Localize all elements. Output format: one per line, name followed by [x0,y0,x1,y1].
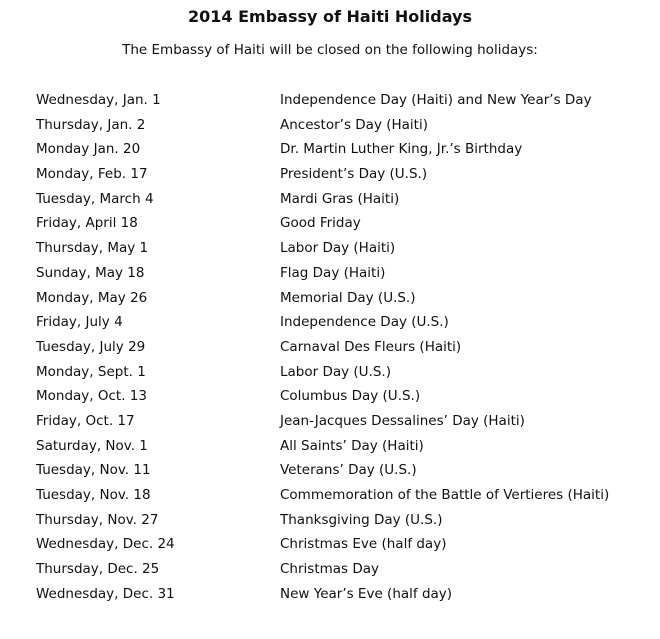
holiday-name: Dr. Martin Luther King, Jr.’s Birthday [280,141,523,158]
holiday-name: New Year’s Eve (half day) [280,585,453,602]
holiday-date: Saturday, Nov. 1 [36,437,148,454]
holiday-date: Monday, May 26 [36,289,148,306]
holiday-name: Christmas Eve (half day) [280,536,447,553]
holiday-row [36,189,636,214]
holiday-row [36,139,636,164]
holiday-row [36,362,636,387]
holiday-date: Friday, April 18 [36,215,138,232]
holiday-date: Tuesday, Nov. 18 [36,487,151,503]
holiday-row [36,213,636,238]
holiday-name: All Saints’ Day (Haiti) [280,437,424,454]
holiday-date: Tuesday, July 29 [36,338,146,355]
page-title: 2014 Embassy of Haiti Holidays [188,7,472,26]
holiday-name: Ancestor’s Day (Haiti) [280,116,428,133]
holiday-name: Columbus Day (U.S.) [280,388,421,405]
holiday-row [36,312,636,337]
holiday-date: Wednesday, Jan. 1 [36,92,161,108]
holiday-name: Christmas Day [280,561,380,578]
holiday-row [36,485,636,510]
holiday-date: Thursday, May 1 [36,240,149,257]
holiday-name: President’s Day (U.S.) [280,166,428,183]
holiday-list [36,90,636,608]
holiday-name: Good Friday [280,215,361,232]
holiday-name: Veterans’ Day (U.S.) [280,462,417,479]
holiday-row [36,436,636,461]
holiday-row [36,510,636,535]
holiday-row [36,115,636,140]
holiday-name: Labor Day (Haiti) [280,240,396,257]
holiday-date: Tuesday, Nov. 11 [36,462,151,479]
holiday-name: Thanksgiving Day (U.S.) [280,511,443,528]
holiday-name: Independence Day (Haiti) and New Year’s Day [280,92,592,108]
holiday-name: Commemoration of the Battle of Vertieres (Haiti) [280,487,610,503]
holiday-date: Wednesday, Dec. 31 [36,585,175,602]
holiday-row [36,584,636,609]
holiday-date: Friday, July 4 [36,314,123,331]
holiday-name: Carnaval Des Fleurs (Haiti) [280,338,462,355]
holiday-row [36,411,636,436]
holiday-row [36,386,636,411]
holiday-row [36,238,636,263]
holiday-date: Thursday, Jan. 2 [36,116,146,133]
holiday-date: Monday Jan. 20 [36,141,141,158]
holiday-row [36,337,636,362]
holiday-row [36,534,636,559]
holiday-row [36,164,636,189]
holiday-date: Wednesday, Dec. 24 [36,536,175,553]
holiday-row [36,263,636,288]
holiday-date: Thursday, Nov. 27 [36,511,159,528]
holiday-name: Memorial Day (U.S.) [280,289,416,306]
holiday-row [36,288,636,313]
holiday-date: Thursday, Dec. 25 [36,561,160,578]
holiday-row [36,460,636,485]
holiday-date: Friday, Oct. 17 [36,412,135,429]
holiday-name: Jean-Jacques Dessalines’ Day (Haiti) [280,412,525,429]
holiday-row [36,559,636,584]
holiday-date: Monday, Sept. 1 [36,363,146,380]
holiday-name: Labor Day (U.S.) [280,363,391,380]
holiday-date: Tuesday, March 4 [36,190,154,207]
holiday-name: Independence Day (U.S.) [280,314,449,331]
holiday-name: Flag Day (Haiti) [280,264,386,281]
holiday-date: Sunday, May 18 [36,264,145,281]
holiday-date: Monday, Oct. 13 [36,388,147,405]
page-subtitle: The Embassy of Haiti will be closed on the following holidays: [122,42,538,58]
holiday-name: Mardi Gras (Haiti) [280,190,400,207]
holiday-date: Monday, Feb. 17 [36,166,148,183]
holiday-row [36,90,636,115]
